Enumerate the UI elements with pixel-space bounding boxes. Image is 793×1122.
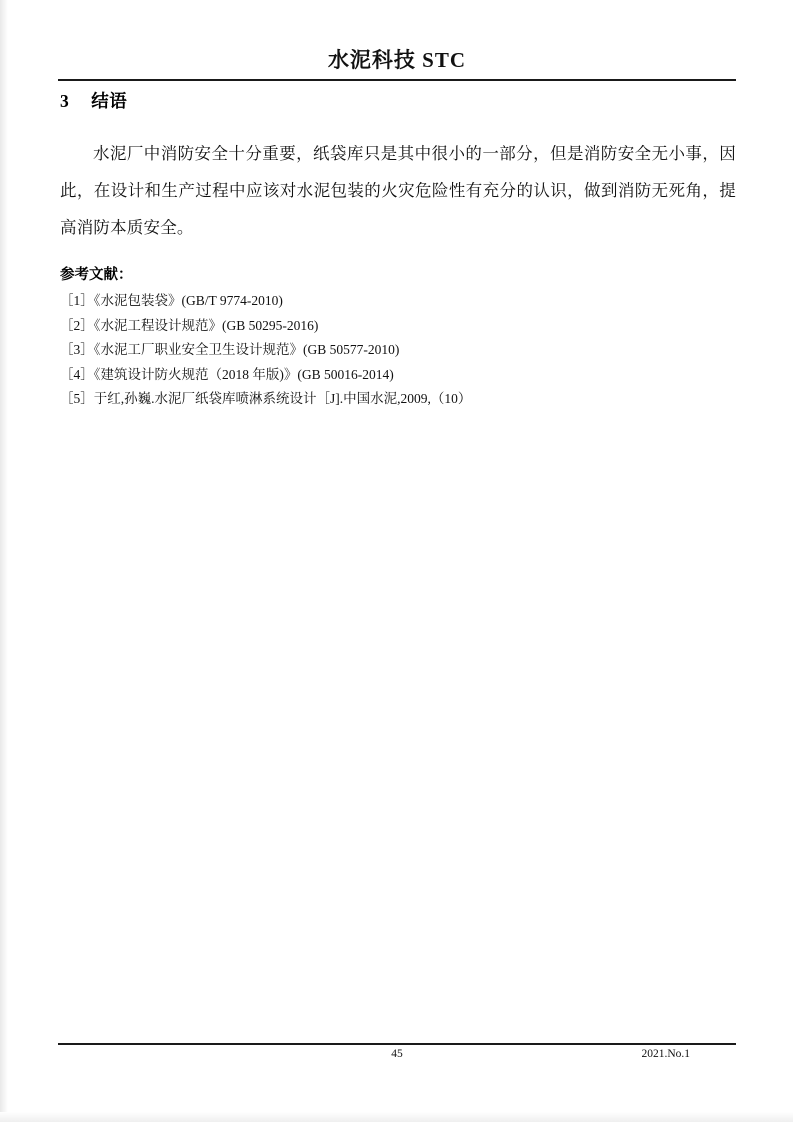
page-footer [58, 1048, 736, 1068]
page-number: 45 [391, 1048, 403, 1060]
section-title: 结语 [91, 91, 128, 111]
scan-edge-shadow-left [0, 0, 8, 1122]
list-item: ［3］《水泥工厂职业安全卫生设计规范》(GB 50577-2010) [60, 342, 400, 357]
footer-divider [58, 1043, 736, 1045]
journal-title: 水泥科技 STC [327, 48, 467, 72]
header-divider [58, 79, 736, 81]
body-paragraph: 水泥厂中消防安全十分重要，纸袋库只是其中很小的一部分，但是消防安全无小事，因此，在设计和生产过程中应该对水泥包装的火灾危险性有充分的认识，做到消防无死角，提高消防本质安全。 [60, 143, 736, 237]
section-number: 3 [60, 91, 70, 111]
issue-label: 2021.No.1 [641, 1048, 690, 1060]
list-item: ［1］《水泥包装袋》(GB/T 9774-2010) [60, 293, 283, 308]
references-list [60, 289, 740, 412]
list-item: ［4］《建筑设计防火规范（2018 年版)》(GB 50016-2014) [60, 366, 394, 382]
page-header [58, 44, 736, 74]
section-heading [60, 88, 127, 113]
body-content [60, 118, 736, 262]
list-item: ［2］《水泥工程设计规范》(GB 50295-2016) [60, 317, 319, 333]
references-title: 参考文献： [60, 267, 133, 283]
scan-edge-shadow-bottom [0, 1112, 793, 1122]
list-item: ［5］于红,孙巍.水泥厂纸袋库喷淋系统设计［J].中国水泥,2009,（10） [60, 391, 472, 406]
